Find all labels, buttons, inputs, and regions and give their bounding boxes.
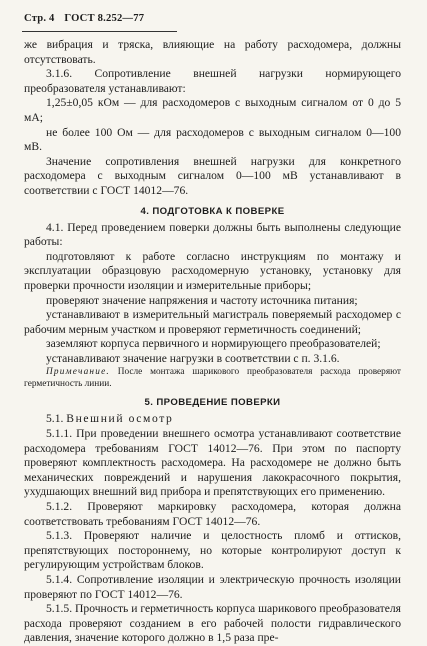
- page-header: [24, 13, 401, 29]
- standard-id: ГОСТ 8.252—77: [64, 13, 145, 24]
- subsection-title: Внешний осмотр: [66, 412, 174, 426]
- section-4-title: 4. ПОДГОТОВКА К ПОВЕРКЕ: [140, 205, 285, 217]
- subsection-heading: [24, 412, 401, 427]
- paragraph: 5.1.3. Проверяют наличие и целостность пломб и оттисков, препятствующих постороннему, но которые контролируют доступ к регулирующим устройствам блоков.: [24, 529, 401, 572]
- paragraph: устанавливают значение нагрузки в соответствии с п. 3.1.6.: [46, 351, 340, 365]
- note-label: Примечание.: [46, 367, 110, 378]
- header-rule: [22, 31, 177, 32]
- paragraph: 3.1.6. Сопротивление внешней нагрузки нормирующего преобразователя устанавливают:: [24, 67, 401, 95]
- paragraph: подготовляют к работе согласно инструкциям по монтажу и эксплуатации образцовую расходомерную установку, установку для проверки прочности изоляции и измерительные приборы;: [24, 249, 401, 292]
- page-number: Стр. 4: [24, 13, 55, 24]
- paragraph: 4.1. Перед проведением поверки должны быть выполнены следующие работы:: [24, 220, 401, 249]
- paragraph: не более 100 Ом — для расходомеров с выходным сигналом 0—100 мВ.: [24, 125, 401, 154]
- note: [24, 366, 401, 390]
- paragraph: 5.1.1. При проведении внешнего осмотра устанавливают соответствие расходомера требованиям ГОСТ 14012—76. При этом по паспорту проверяют комплектность расходомера. На расходомере не должно быть механических повреждений и нарушения лакокрасочного покрытия, ухудшающих внешний вид прибора и препятствующих его применению.: [24, 427, 401, 499]
- paragraph: устанавливают в измерительный магистраль поверяемый расходомер с рабочим мерным участком и проверяют герметичность соединений;: [24, 308, 401, 336]
- paragraph: 5.1.4. Сопротивление изоляции и электрическую прочность изоляции проверяют по ГОСТ 14012—76.: [24, 573, 401, 601]
- paragraph: Значение сопротивления внешней нагрузки для конкретного расходомера с выходным сигналом 0—100 мВ устанавливают в соответствии с ГОСТ 14012—76.: [24, 154, 401, 197]
- note-text: После монтажа шарикового преобразователя расхода проверяют герметичность линии.: [24, 367, 401, 390]
- paragraph: 1,25±0,05 кОм — для расходомеров с выходным сигналом от 0 до 5 мА;: [24, 96, 401, 124]
- paragraph: 5.1.2. Проверяют маркировку расходомера, которая должна соответствовать требованиям ГОСТ 14012—76.: [24, 500, 401, 528]
- paragraph: заземляют корпуса первичного и нормирующего преобразователей;: [46, 337, 381, 351]
- paragraph: проверяют значение напряжения и частоту источника питания;: [46, 293, 358, 307]
- paragraph: же вибрация и тряска, влияющие на работу расходомера, должны отсутствовать.: [24, 38, 401, 66]
- subsection-number: 5.1.: [46, 412, 67, 426]
- paragraph: 5.1.5. Прочность и герметичность корпуса шарикового преобразователя расхода проверяют созданием в его рабочей полости гидравлического давления, значение которого должно в 1,5 раза пре-: [24, 602, 401, 645]
- section-5-title: 5. ПРОВЕДЕНИЕ ПОВЕРКИ: [144, 397, 281, 409]
